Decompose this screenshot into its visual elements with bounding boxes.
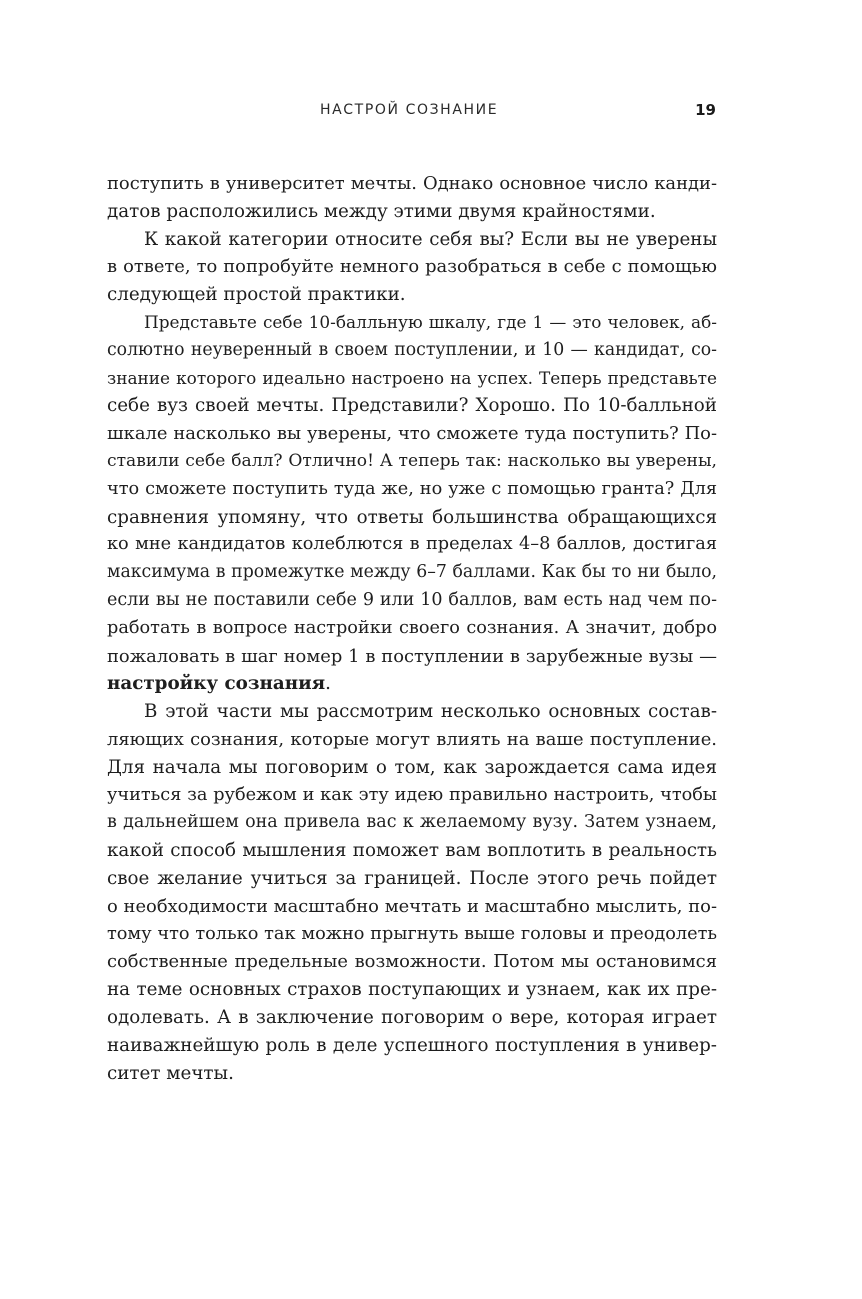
page-number: 19 [695,101,716,119]
text-line: Представьте себе 10-балльную шкалу, где 1 — это человек, аб- [144,311,717,332]
paragraph-4 [107,698,717,1087]
text-line: наиважнейшую роль в деле успешного поступления в универ- [107,1034,717,1056]
text-line: В этой части мы рассмотрим несколько основных состав- [144,701,717,723]
text-line: тому что только так можно прыгнуть выше головы и преодолеть [107,923,717,944]
emphasis-phrase: настройку сознания [107,673,326,695]
text-line: собственные предельные возможности. Потом мы остановимся [107,951,717,973]
text-line: учиться за рубежом и как эту идею правильно настроить, чтобы [107,784,717,805]
closing-period: . [325,673,331,695]
text-line: какой способ мышления поможет вам воплотить в реальность [107,840,717,862]
text-line: одолевать. А в заключение поговорим о вере, которая играет [107,1006,717,1028]
running-head [0,100,862,124]
text-line: ситет мечты. [107,1062,234,1084]
text-line: шкале насколько вы уверены, что сможете туда поступить? По- [107,423,717,445]
text-line: пожаловать в шаг номер 1 в поступлении в зарубежные вузы — [107,645,717,667]
text-line: ко мне кандидатов колеблются в пределах 4–8 баллов, достигая [107,534,717,555]
text-line: К какой категории относите себя вы? Если вы не уверены [144,228,717,250]
text-line: поступить в университет мечты. Однако основное число канди- [107,173,717,194]
text-line-with-emphasis [107,670,717,698]
text-line: в дальнейшем она привела вас к желаемому вузу. Затем узнаем, [107,812,717,833]
text-line: работать в вопросе настройки своего сознания. А значит, добро [107,617,717,638]
body-text [107,170,717,1087]
text-line: датов расположились между этими двумя крайностями. [107,200,656,222]
text-line: о необходимости масштабно мечтать и масштабно мыслить, по- [107,895,717,917]
text-line: следующей простой практики. [107,284,406,306]
paragraph-2 [107,226,717,309]
text-line: на теме основных страхов поступающих и узнаем, как их пре- [107,979,717,1001]
text-line: Для начала мы поговорим о том, как зарождается сама идея [107,756,717,778]
text-line: максимума в промежутке между 6–7 баллами. Как бы то ни было, [107,562,717,583]
text-line: что сможете поступить туда же, но уже с помощью гранта? Для [107,478,717,499]
text-line: свое желание учиться за границей. После этого речь пойдет [107,867,717,889]
text-line: сравнения упомяну, что ответы большинства обращающихся [107,506,717,528]
text-line: в ответе, то попробуйте немного разобраться в себе с помощью [107,256,717,278]
text-line: ставили себе балл? Отлично! А теперь так: насколько вы уверены, [107,450,717,471]
text-line: если вы не поставили себе 9 или 10 баллов, вам есть над чем по- [107,589,717,610]
paragraph-3 [107,309,717,698]
text-line: ляющих сознания, которые могут влиять на ваше поступление. [107,728,717,750]
section-title: НАСТРОЙ СОЗНАНИЕ [320,102,499,118]
paragraph-1 [107,170,717,226]
text-line: себе вуз своей мечты. Представили? Хорошо. По 10-балльной [107,395,717,417]
text-line: знание которого идеально настроено на успех. Теперь представьте [107,367,717,388]
text-line: солютно неуверенный в своем поступлении, и 10 — кандидат, со- [107,339,717,360]
